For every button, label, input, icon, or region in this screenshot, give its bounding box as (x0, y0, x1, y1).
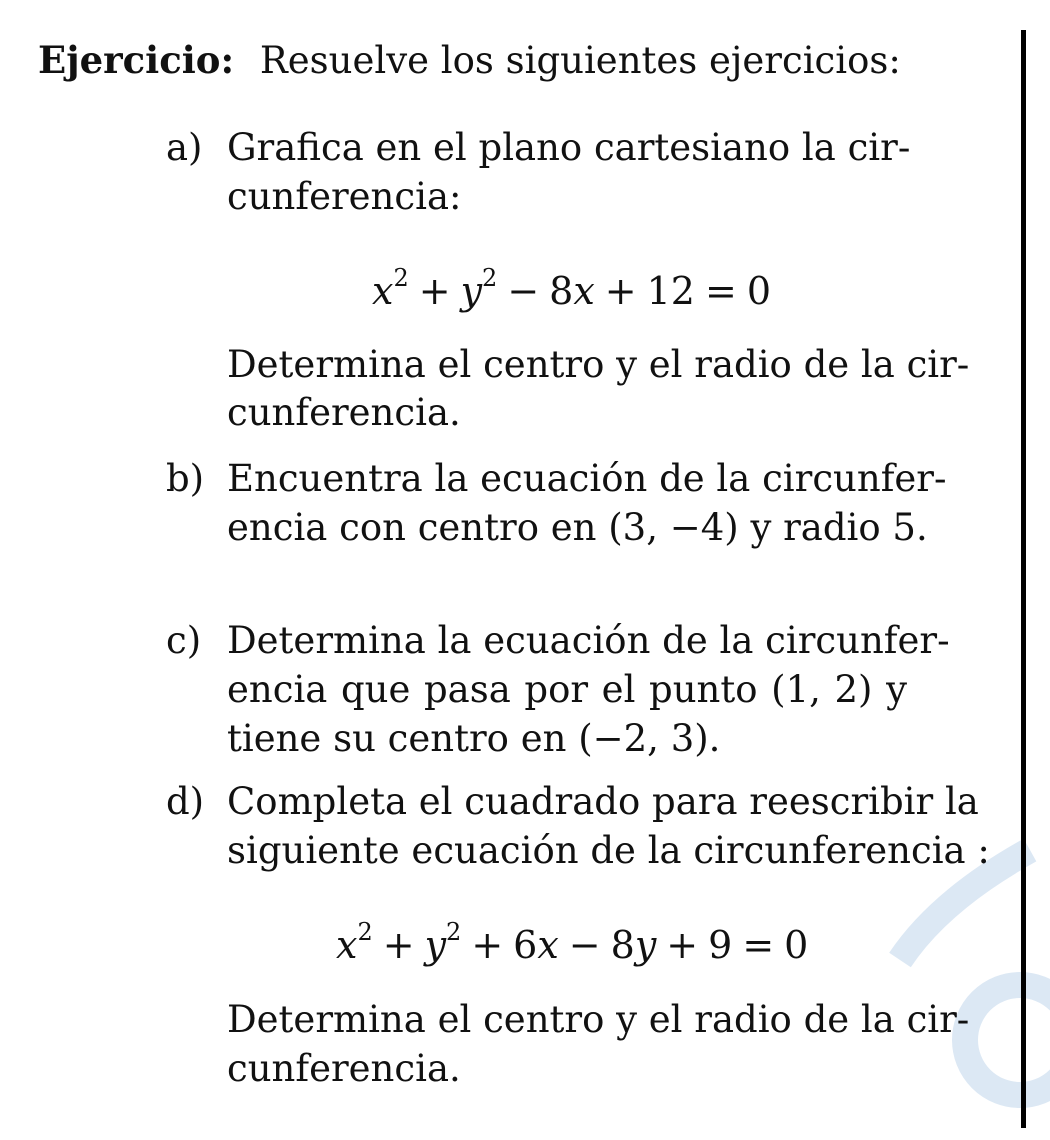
item-marker: a) (166, 126, 203, 169)
item-text-line: cunferencia. (227, 391, 461, 434)
item-text-line: Completa el cuadrado para reescribir la (227, 780, 979, 823)
equation-a: $x^2 + y^2 - 8x + 12 = 0$ (372, 264, 772, 313)
item-text-line: tiene su centro en (−2, 3). (227, 717, 721, 760)
item-marker: d) (166, 780, 205, 823)
item-text-line: Determina el centro y el radio de la cir- (227, 343, 970, 386)
exercise-heading (38, 36, 901, 85)
item-text-line: cunferencia: (227, 175, 462, 218)
item-text-line: Determina el centro y el radio de la cir- (227, 998, 970, 1041)
item-text-line: encia con centro en (3, −4) y radio 5. (227, 506, 928, 549)
item-text-line: Grafica en el plano cartesiano la cir- (227, 126, 911, 169)
item-text-line: Determina la ecuación de la circunfer- (227, 619, 950, 662)
item-text-line: Encuentra la ecuación de la circunfer- (227, 457, 947, 500)
page-edge-rule (1021, 30, 1026, 1128)
exercise-label: Ejercicio: (38, 38, 235, 82)
item-marker: c) (166, 619, 202, 662)
equation-d: $x^2 + y^2 + 6x - 8y + 9 = 0$ (336, 918, 809, 967)
item-text-line: cunferencia. (227, 1047, 461, 1090)
exercise-instruction: Resuelve los siguientes ejercicios: (259, 39, 901, 82)
item-marker: b) (166, 457, 205, 500)
item-text-line: encia que pasa por el punto (1, 2) y (227, 668, 907, 711)
item-text-line: siguiente ecuación de la circunferencia : (227, 829, 990, 872)
